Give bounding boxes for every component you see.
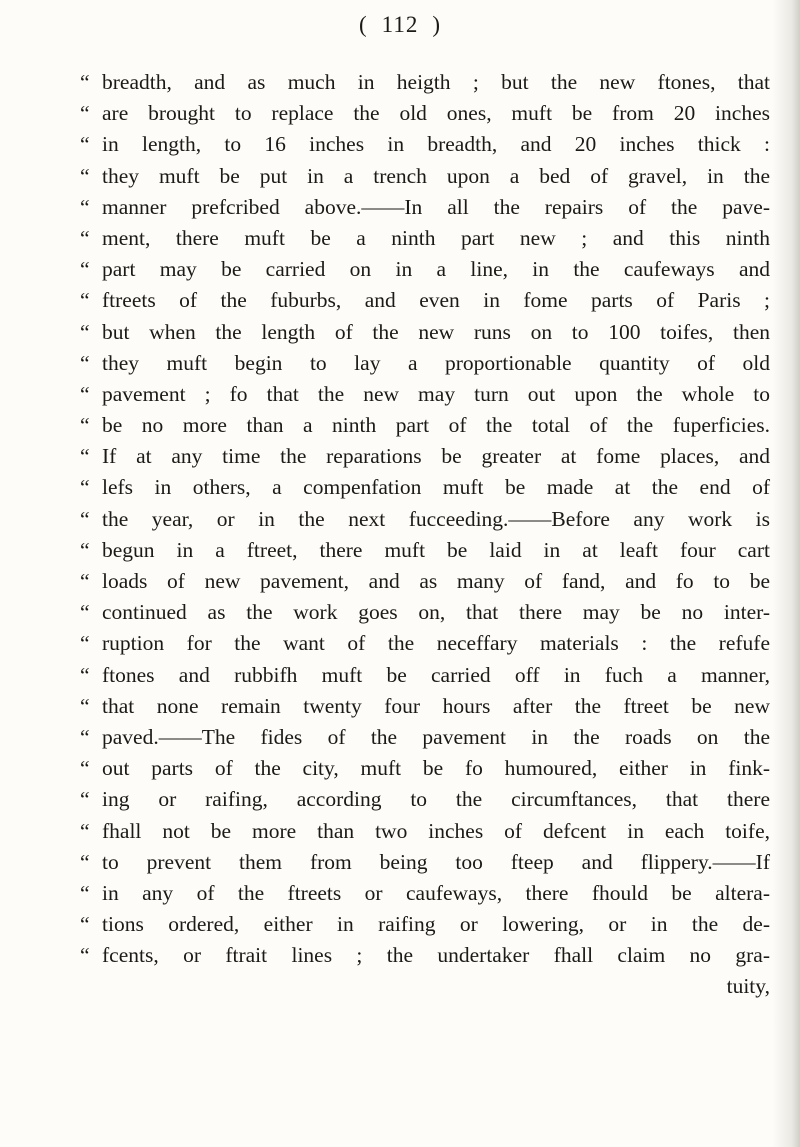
- line-text: ruption for the want of the neceffary materials : the refufe: [102, 631, 770, 656]
- quote-mark: “: [80, 943, 90, 968]
- quote-mark: “: [80, 444, 90, 469]
- quote-mark: “: [80, 724, 90, 749]
- line-text: paved.——The fides of the pavement in the roads on the: [102, 724, 770, 749]
- quote-mark: “: [80, 756, 90, 781]
- text-line: [80, 348, 770, 379]
- line-text: that none remain twenty four hours after the ftreet be new: [102, 693, 770, 718]
- text-line: [80, 691, 770, 722]
- header-open-paren: (: [359, 12, 368, 37]
- quote-mark: “: [80, 132, 90, 157]
- body-text: [80, 67, 770, 1003]
- text-line: [80, 847, 770, 878]
- line-text: If at any time the reparations be greater at fome places, and: [102, 444, 770, 469]
- text-line: [80, 784, 770, 815]
- quote-mark: “: [80, 787, 90, 812]
- quote-mark: “: [80, 849, 90, 874]
- line-text: pavement ; fo that the new may turn out upon the whole to: [102, 381, 770, 406]
- page-edge-shadow: [772, 0, 800, 1147]
- line-text: manner prefcribed above.——In all the repairs of the pave-: [102, 194, 770, 219]
- quote-mark: “: [80, 163, 90, 188]
- line-text: they muft be put in a trench upon a bed of gravel, in the: [102, 163, 770, 188]
- quote-mark: “: [80, 600, 90, 625]
- text-line: [80, 753, 770, 784]
- line-text: in any of the ftreets or caufeways, there fhould be altera-: [102, 880, 770, 905]
- quote-mark: “: [80, 506, 90, 531]
- line-text: continued as the work goes on, that there may be no inter-: [102, 600, 770, 625]
- text-line: [80, 161, 770, 192]
- line-text: fcents, or ftrait lines ; the undertaker fhall claim no gra-: [102, 943, 770, 968]
- quote-mark: “: [80, 225, 90, 250]
- text-line: [80, 254, 770, 285]
- text-line: [80, 940, 770, 971]
- text-line: [80, 285, 770, 316]
- quote-mark: “: [80, 257, 90, 282]
- quote-mark: “: [80, 569, 90, 593]
- quote-mark: “: [80, 288, 90, 313]
- quote-mark: “: [80, 381, 90, 406]
- header-close-paren: ): [432, 12, 441, 37]
- catchword-line: [80, 971, 770, 1002]
- line-text: part may be carried on in a line, in the caufeways and: [102, 257, 770, 282]
- quote-mark: “: [80, 631, 90, 656]
- line-text: ftones and rubbifh muft be carried off in fuch a manner,: [102, 662, 770, 687]
- line-text: ftreets of the fuburbs, and even in fome parts of Paris ;: [102, 288, 770, 313]
- quote-mark: “: [80, 101, 90, 126]
- quote-mark: “: [80, 350, 90, 375]
- line-text: tions ordered, either in raifing or lowering, or in the de-: [102, 912, 770, 937]
- line-text: the year, or in the next fucceeding.——Before any work is: [102, 506, 770, 531]
- text-line: [80, 535, 770, 566]
- text-line: [80, 192, 770, 223]
- line-text: ment, there muft be a ninth part new ; and this ninth: [102, 225, 770, 250]
- page-header: [0, 12, 800, 38]
- text-line: [80, 722, 770, 753]
- text-line: [80, 129, 770, 160]
- text-line: [80, 317, 770, 348]
- text-line: [80, 597, 770, 628]
- text-line: [80, 660, 770, 691]
- text-line: [80, 566, 770, 597]
- quote-mark: “: [80, 912, 90, 937]
- quote-mark: “: [80, 319, 90, 344]
- line-text: be no more than a ninth part of the total of the fuperficies.: [102, 413, 770, 438]
- quote-mark: “: [80, 880, 90, 905]
- line-text: begun in a ftreet, there muft be laid in at leaft four cart: [102, 537, 770, 562]
- quote-mark: “: [80, 818, 90, 843]
- quote-mark: “: [80, 693, 90, 718]
- line-text: lefs in others, a compenfation muft be made at the end of: [102, 475, 770, 500]
- text-line: [80, 628, 770, 659]
- quote-mark: “: [80, 475, 90, 500]
- text-line: [80, 67, 770, 98]
- catchword: tuity,: [726, 974, 770, 999]
- line-text: are brought to replace the old ones, muft be from 20 inches: [102, 101, 770, 126]
- quote-mark: “: [80, 413, 90, 438]
- line-text: they muft begin to lay a proportionable quantity of old: [102, 350, 770, 375]
- text-line: [80, 816, 770, 847]
- text-line: [80, 223, 770, 254]
- text-line: [80, 909, 770, 940]
- line-text: loads of new pavement, and as many of fand, and fo to be: [102, 569, 770, 593]
- page-number: 112: [381, 12, 419, 37]
- quote-mark: “: [80, 662, 90, 687]
- line-text: but when the length of the new runs on to 100 toifes, then: [102, 319, 770, 344]
- text-line: [80, 98, 770, 129]
- text-line: [80, 410, 770, 441]
- text-line: [80, 441, 770, 472]
- quote-mark: “: [80, 194, 90, 219]
- line-text: ing or raifing, according to the circumftances, that there: [102, 787, 770, 812]
- quote-mark: “: [80, 70, 90, 94]
- text-line: [80, 472, 770, 503]
- line-text: in length, to 16 inches in breadth, and 20 inches thick :: [102, 132, 770, 157]
- line-text: breadth, and as much in heigth ; but the new ftones, that: [102, 70, 770, 94]
- quote-mark: “: [80, 537, 90, 562]
- line-text: out parts of the city, muft be fo humoured, either in fink-: [102, 756, 770, 781]
- line-text: to prevent them from being too fteep and flippery.——If: [102, 849, 770, 874]
- text-line: [80, 504, 770, 535]
- text-line: [80, 379, 770, 410]
- line-text: fhall not be more than two inches of defcent in each toife,: [102, 818, 770, 843]
- text-line: [80, 878, 770, 909]
